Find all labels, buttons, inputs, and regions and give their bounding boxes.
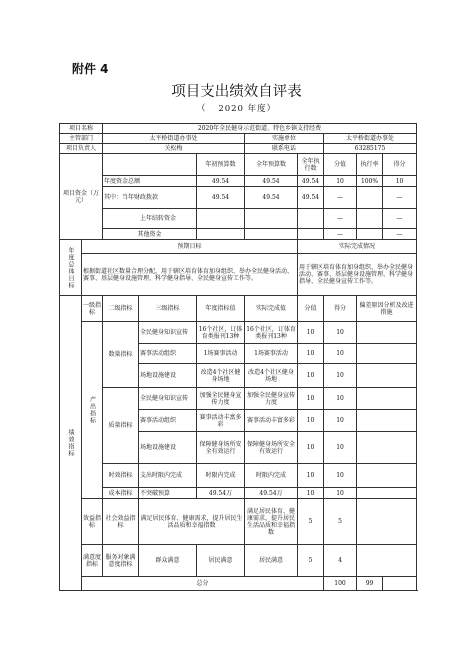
perf-actual: 时限内完成 xyxy=(245,464,298,488)
perf-actual: 保障健身场所安全有效运行 xyxy=(245,432,298,464)
quality-indicator-label: 质量指标 xyxy=(103,388,139,464)
leader-label: 项目负责人 xyxy=(60,144,103,154)
perf-header-row xyxy=(60,296,417,322)
funds-row xyxy=(60,176,417,187)
perf-l3: 场地设施建设 xyxy=(139,432,197,464)
funds-row-label: 上年结转资金 xyxy=(103,209,197,229)
satisfaction-l3: 群众满意 xyxy=(139,545,197,577)
funds-header-got: 得分 xyxy=(383,154,417,176)
perf-header-l2: 二级指标 xyxy=(103,296,139,322)
project-name-label: 项目名称 xyxy=(60,124,103,134)
perf-row xyxy=(60,488,417,499)
funds-exec: 49.54 xyxy=(298,187,324,209)
perf-reason xyxy=(357,432,417,464)
dept-value: 太平桥街道办事处 xyxy=(103,134,245,144)
perf-section-label: 绩效指标 xyxy=(60,296,82,591)
phone-value: 63285175 xyxy=(324,144,417,154)
perf-score: 10 xyxy=(298,388,324,410)
perf-reason xyxy=(357,344,417,364)
perf-l3: 不突破预算 xyxy=(139,488,197,499)
benefit-actual: 满足居民体育、健康需求，提升居民生活品质和幸福指数 xyxy=(245,499,298,545)
quantity-indicator-label: 数量指标 xyxy=(103,322,139,388)
perf-reason xyxy=(357,322,417,344)
perf-reason xyxy=(357,410,417,432)
perf-score: 10 xyxy=(298,488,324,499)
funds-header-score: 分值 xyxy=(324,154,357,176)
satisfaction-reason xyxy=(357,545,417,577)
perf-target: 49.54万 xyxy=(197,488,245,499)
funds-rate xyxy=(357,209,383,229)
perf-got: 10 xyxy=(324,488,357,499)
phone-label: 联系电话 xyxy=(245,144,324,154)
year-value: 2020 xyxy=(218,104,244,114)
total-score: 100 xyxy=(324,577,357,591)
goals-expected-text: 根据街道社区数量合理分配，用于辖区培育体育加身组织、举办全民健身活动、赛事、基层健身设施管理、科学健身指导、全民健身宣传工作等。 xyxy=(82,254,298,296)
perf-score: 10 xyxy=(298,432,324,464)
perf-actual: 改造4个社区健身场地 xyxy=(245,364,298,388)
perf-got: 10 xyxy=(324,388,357,410)
page-title: 项目支出绩效自评表 xyxy=(171,84,302,100)
funds-full: 49.54 xyxy=(245,187,298,209)
perf-header-got: 得分 xyxy=(324,296,357,322)
perf-actual: 赛事活动丰富多彩 xyxy=(245,410,298,432)
funds-row xyxy=(60,209,417,229)
benefit-score: 5 xyxy=(298,499,324,545)
funds-score: — xyxy=(324,187,357,209)
annex-label: 附件 4 xyxy=(72,62,109,76)
funds-got: — xyxy=(383,187,417,209)
funds-rate xyxy=(357,229,383,240)
satisfaction-score: 5 xyxy=(298,545,324,577)
funds-full xyxy=(245,229,298,240)
funds-header-exec: 全年执行数 xyxy=(298,154,324,176)
perf-got: 10 xyxy=(324,410,357,432)
row-project-name xyxy=(60,124,417,134)
perf-score: 10 xyxy=(298,322,324,344)
funds-header-blank xyxy=(103,154,197,176)
perf-got: 10 xyxy=(324,364,357,388)
dept-label: 主管部门 xyxy=(60,134,103,144)
goals-content-row xyxy=(60,254,417,296)
perf-reason xyxy=(357,364,417,388)
total-row xyxy=(60,577,417,591)
perf-header-score: 分值 xyxy=(298,296,324,322)
funds-full xyxy=(245,209,298,229)
perf-actual: 加强全民健身宣传力度 xyxy=(245,388,298,410)
perf-header-reason: 偏差原因分析及改进措施 xyxy=(357,296,417,322)
perf-actual: 1场赛事活动 xyxy=(245,344,298,364)
perf-l3: 赛事活动组织 xyxy=(139,410,197,432)
perf-target: 时限内完成 xyxy=(197,464,245,488)
perf-got: 10 xyxy=(324,432,357,464)
funds-section-label: 项目资金（万元） xyxy=(60,154,103,240)
funds-row-label: 其中：当年财政拨款 xyxy=(103,187,197,209)
perf-got: 10 xyxy=(324,344,357,364)
funds-budget: 49.54 xyxy=(197,187,245,209)
funds-row-label: 年度资金总额 xyxy=(103,176,197,187)
perf-actual: 16个社区，订体育类报刊13种 xyxy=(245,322,298,344)
total-label: 总分 xyxy=(82,577,324,591)
funds-exec: 49.54 xyxy=(298,176,324,187)
funds-got: — xyxy=(383,229,417,240)
evaluation-table xyxy=(59,123,417,591)
impl-label: 实施单位 xyxy=(245,134,324,144)
funds-budget xyxy=(197,209,245,229)
funds-row-label: 其他资金 xyxy=(103,229,197,240)
perf-target: 16个社区，订体育类报刊13种 xyxy=(197,322,245,344)
funds-budget xyxy=(197,229,245,240)
benefit-indicator-label: 效益指标 xyxy=(82,499,103,545)
goals-actual-label: 实际完成情况 xyxy=(298,240,417,254)
funds-got: — xyxy=(383,209,417,229)
perf-target: 加强全民健身宣传力度 xyxy=(197,388,245,410)
benefit-got: 5 xyxy=(324,499,357,545)
benefit-target: 满足居民体育、健康需求，提升居民生活品质和幸福指数 xyxy=(139,499,245,545)
funds-header-row xyxy=(60,154,417,176)
funds-row xyxy=(60,187,417,209)
year-unit: 年度） xyxy=(247,104,277,114)
funds-rate: 100% xyxy=(357,176,383,187)
year-line xyxy=(0,102,473,114)
leader-value: 关松梅 xyxy=(103,144,245,154)
funds-header-full: 全年预算数 xyxy=(245,154,298,176)
time-indicator-label: 时效指标 xyxy=(103,464,139,488)
perf-header-target: 年度指标值 xyxy=(197,296,245,322)
perf-row xyxy=(60,464,417,488)
funds-score: — xyxy=(324,229,357,240)
perf-score: 10 xyxy=(298,344,324,364)
satisfaction-target: 居民满意 xyxy=(197,545,245,577)
perf-actual: 49.54万 xyxy=(245,488,298,499)
perf-got: 10 xyxy=(324,322,357,344)
funds-score: 10 xyxy=(324,176,357,187)
perf-score: 10 xyxy=(298,410,324,432)
impl-value: 太平桥街道办事处 xyxy=(324,134,417,144)
output-indicator-label: 产出指标 xyxy=(82,322,103,499)
perf-l3: 全民健身知识宣传 xyxy=(139,388,197,410)
perf-got: 10 xyxy=(324,464,357,488)
funds-full: 49.54 xyxy=(245,176,298,187)
goals-section-label: 年度总体目标 xyxy=(60,240,82,296)
perf-reason xyxy=(357,488,417,499)
row-leader xyxy=(60,144,417,154)
satisfaction-row xyxy=(60,545,417,577)
perf-l3: 赛事活动组织 xyxy=(139,344,197,364)
year-open: （ xyxy=(196,104,207,114)
funds-score: — xyxy=(324,209,357,229)
funds-rate xyxy=(357,187,383,209)
project-name-value: 2020年全民健身示范街道、特色乡镇支持经费 xyxy=(103,124,417,134)
benefit-reason xyxy=(357,499,417,545)
funds-budget: 49.54 xyxy=(197,176,245,187)
satisfaction-got: 4 xyxy=(324,545,357,577)
funds-exec xyxy=(298,209,324,229)
perf-score: 10 xyxy=(298,464,324,488)
perf-header-actual: 实际完成值 xyxy=(245,296,298,322)
satisfaction-indicator-label: 满意度指标 xyxy=(82,545,103,577)
perf-target: 保障健身场所安全有效运行 xyxy=(197,432,245,464)
perf-target: 1场赛事活动 xyxy=(197,344,245,364)
row-department xyxy=(60,134,417,144)
goals-actual-text: 用于辖区培育体育加身组织、举办全民健身活动、赛事、基层健身设施管理、科学健身指导、全民健身宣传工作等。 xyxy=(298,254,417,296)
funds-row xyxy=(60,229,417,240)
perf-l3: 场地设施建设 xyxy=(139,364,197,388)
goals-expected-label: 预期目标 xyxy=(82,240,298,254)
perf-reason xyxy=(357,464,417,488)
perf-score: 10 xyxy=(298,364,324,388)
perf-target: 赛事活动丰富多彩 xyxy=(197,410,245,432)
funds-header-budget: 年初预算数 xyxy=(197,154,245,176)
total-reason xyxy=(383,577,417,591)
goals-header-row xyxy=(60,240,417,254)
social-benefit-label: 社会效益指标 xyxy=(103,499,139,545)
service-satisfaction-label: 服务对象满意度指标 xyxy=(103,545,139,577)
funds-got: 10 xyxy=(383,176,417,187)
benefit-row xyxy=(60,499,417,545)
perf-reason xyxy=(357,388,417,410)
perf-target: 改造4个社区健身场地 xyxy=(197,364,245,388)
perf-header-l3: 三级指标 xyxy=(139,296,197,322)
satisfaction-actual: 居民满意 xyxy=(245,545,298,577)
perf-l3: 支出时限内完成 xyxy=(139,464,197,488)
cost-indicator-label: 成本指标 xyxy=(103,488,139,499)
funds-exec xyxy=(298,229,324,240)
funds-header-rate: 执行率 xyxy=(357,154,383,176)
total-got: 99 xyxy=(357,577,383,591)
perf-row xyxy=(60,388,417,410)
perf-row xyxy=(60,322,417,344)
perf-l3: 全民健身知识宣传 xyxy=(139,322,197,344)
perf-header-l1: 一级指标 xyxy=(82,296,103,322)
